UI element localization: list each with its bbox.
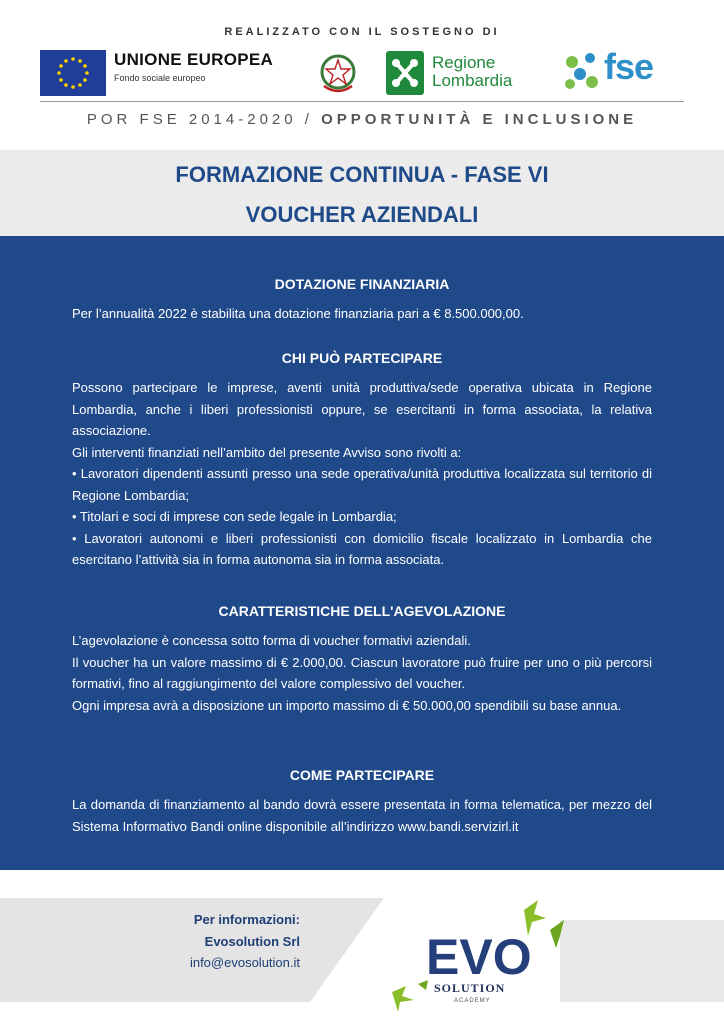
- fse-logo-text: fse: [604, 46, 654, 87]
- program-line: POR FSE 2014-2020 / OPPORTUNITÀ E INCLUSIONE: [86, 111, 638, 128]
- bullet-item: • Titolari e soci di imprese con sede legale in Lombardia;: [72, 509, 397, 524]
- info-label: Per informazioni:: [193, 912, 300, 927]
- eu-subtitle: Fondo sociale europeo: [114, 73, 206, 83]
- section-paragraph: Possono partecipare le imprese, aventi unità produttiva/sede operativa ubicata in Regione Lombardia, anche i liberi professionisti oppure, se esercitanti in forma associata, la relativa associazione.: [72, 380, 652, 438]
- bullet-item: • Lavoratori dipendenti assunti presso una sede operativa/unità produttiva localizzata sul territorio di Regione Lombardia;: [72, 466, 652, 503]
- sponsor-line: REALIZZATO CON IL SOSTEGNO DI: [224, 26, 500, 38]
- section-caratteristiche: [72, 603, 652, 716]
- contact-block: [100, 909, 300, 974]
- logo-solution-text: SOLUTION: [434, 981, 506, 995]
- bullet-item: • Lavoratori autonomi e liberi professionisti con domicilio fiscale localizzato in Lombardia che esercitano l’attività sia in forma autonoma sia in forma associata.: [72, 530, 652, 567]
- content-panel: [0, 236, 724, 870]
- contact-email-link[interactable]: info@evosolution.it: [189, 955, 300, 970]
- section-come-partecipare: [72, 767, 652, 837]
- evosolution-logo: [388, 896, 568, 1014]
- company-name: Evosolution Srl: [204, 933, 300, 949]
- lombardia-logo-icon: [386, 51, 424, 95]
- lombardia-logo-text: Regione Lombardia: [432, 53, 513, 90]
- section-paragraph: L’agevolazione è concessa sotto forma di voucher formativi aziendali.: [72, 633, 471, 648]
- eu-title: UNIONE EUROPEA: [114, 50, 274, 69]
- section-paragraph: Ogni impresa avrà a disposizione un importo massimo di € 50.000,00 spendibili su base annua.: [72, 697, 622, 713]
- page-title-line1: FORMAZIONE CONTINUA - FASE VI: [175, 162, 549, 187]
- section-chi-partecipa: [72, 350, 652, 571]
- logo-academy-text: ACADEMY: [454, 998, 491, 1004]
- green-bird-icon: [550, 920, 564, 948]
- title-band: [0, 150, 724, 236]
- logo-strip: [40, 48, 684, 98]
- section-paragraph: Il voucher ha un valore massimo di € 2.000,00. Ciascun lavoratore può fruire per uno o più percorsi formativi, fino al raggiungimento del valore complessivo del voucher.: [72, 654, 652, 691]
- header-divider: [40, 101, 684, 102]
- italian-republic-emblem-icon: [316, 50, 360, 96]
- section-text: La domanda di finanziamento al bando dovrà essere presentata in forma telematica, per mezzo del Sistema Informativo Bandi online disponibile all’indirizzo www.bandi.servizirl.it: [72, 797, 652, 834]
- section-heading: CHI PUÒ PARTECIPARE: [281, 350, 443, 366]
- section-paragraph: Gli interventi finanziati nell’ambito del presente Avviso sono rivolti a:: [72, 444, 462, 460]
- section-dotazione: [72, 276, 652, 325]
- eu-flag-icon: [40, 50, 106, 96]
- section-heading: COME PARTECIPARE: [289, 767, 435, 783]
- green-bird-icon: [392, 986, 414, 1012]
- section-text: Per l’annualità 2022 è stabilita una dotazione finanziaria pari a € 8.500.000,00.: [72, 306, 524, 321]
- section-heading: DOTAZIONE FINANZIARIA: [274, 276, 450, 292]
- section-heading: CARATTERISTICHE DELL'AGEVOLAZIONE: [218, 603, 506, 619]
- page-title-line2: VOUCHER AZIENDALI: [245, 202, 479, 227]
- fse-logo-icon: [562, 50, 604, 94]
- logo-evo-text: EVO: [426, 929, 532, 985]
